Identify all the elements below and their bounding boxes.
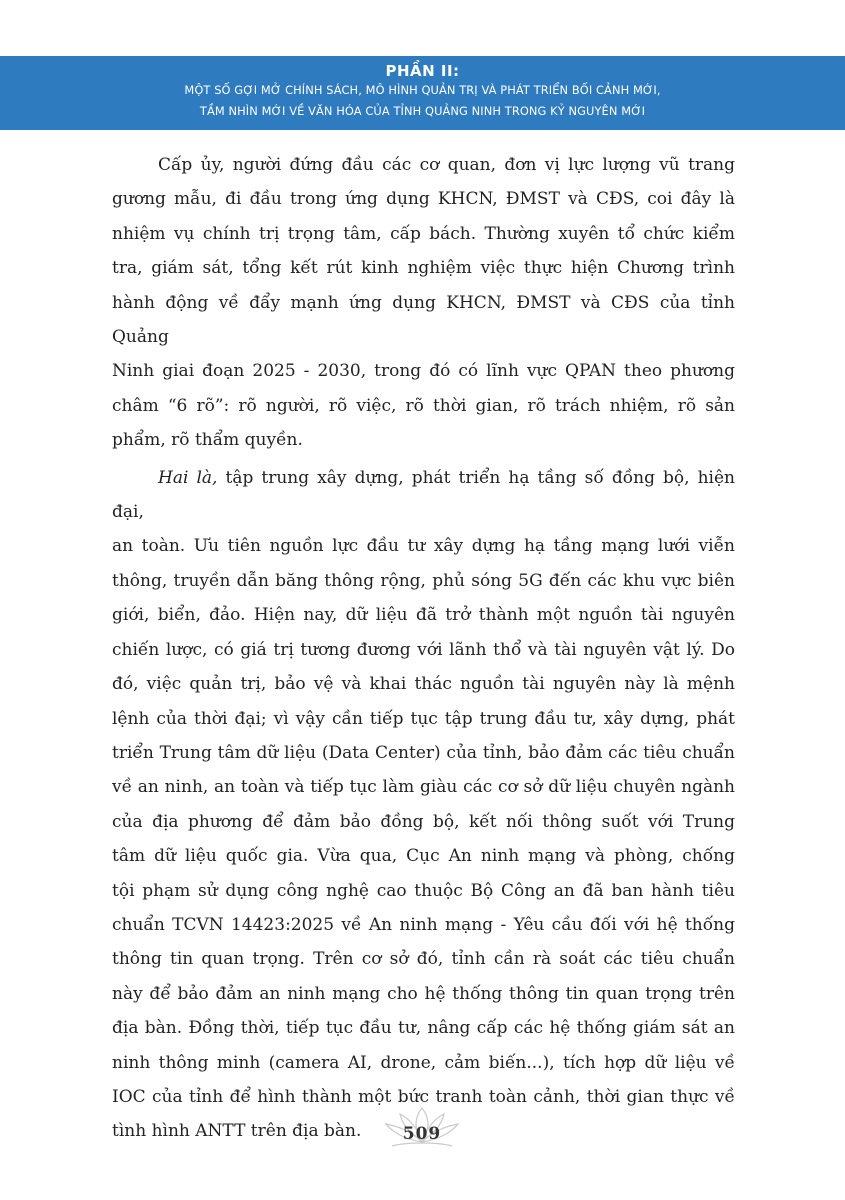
part-subtitle-line-2: TẦM NHÌN MỚI VỀ VĂN HÓA CỦA TỈNH QUẢNG NINH TRONG KỶ NGUYÊN MỚI (199, 104, 646, 118)
text-line: thông, truyền dẫn băng thông rộng, phủ sóng 5G đến các khu vực biên (112, 570, 735, 591)
text-line: triển Trung tâm dữ liệu (Data Center) của tỉnh, bảo đảm các tiêu chuẩn (112, 742, 735, 763)
text-line: lệnh của thời đại; vì vậy cần tiếp tục tập trung đầu tư, xây dựng, phát (112, 708, 735, 729)
text-line: Cấp ủy, người đứng đầu các cơ quan, đơn vị lực lượng vũ trang (158, 155, 735, 175)
text-line: tâm dữ liệu quốc gia. Vừa qua, Cục An ninh mạng và phòng, chống (112, 846, 735, 867)
text-line: nhiệm vụ chính trị trọng tâm, cấp bách. Thường xuyên tổ chức kiểm (112, 223, 735, 244)
text-line: tội phạm sử dụng công nghệ cao thuộc Bộ Công an đã ban hành tiêu (112, 880, 735, 901)
text-line: ninh thông minh (camera AI, drone, cảm biến...), tích hợp dữ liệu về (112, 1052, 735, 1073)
text-line: đó, việc quản trị, bảo vệ và khai thác nguồn tài nguyên này là mệnh (112, 674, 735, 695)
paragraph-1 (112, 148, 735, 458)
text-line: hành động về đẩy mạnh ứng dụng KHCN, ĐMST và CĐS của tỉnh Quảng (112, 292, 735, 348)
text-line: về an ninh, an toàn và tiếp tục làm giàu các cơ sở dữ liệu chuyên ngành (112, 777, 735, 798)
text-line: Ninh giai đoạn 2025 - 2030, trong đó có lĩnh vực QPAN theo phương (112, 361, 735, 382)
paragraph-first-line-rest: tập trung xây dựng, phát triển hạ tầng số đồng bộ, hiện đại, (112, 467, 735, 523)
text-line: chuẩn TCVN 14423:2025 về An ninh mạng - Yêu cầu đối với hệ thống (112, 914, 735, 935)
text-line: phẩm, rõ thẩm quyền. (112, 430, 303, 451)
body-text (112, 148, 735, 1149)
text-line: này để bảo đảm an ninh mạng cho hệ thống thông tin quan trọng trên (112, 983, 735, 1004)
text-line: gương mẫu, đi đầu trong ứng dụng KHCN, ĐMST và CĐS, coi đây là (112, 189, 735, 210)
text-line: châm “6 rõ”: rõ người, rõ việc, rõ thời gian, rõ trách nhiệm, rõ sản (112, 395, 735, 416)
paragraph-2 (112, 461, 735, 1149)
text-line: của địa phương để đảm bảo đồng bộ, kết nối thông suốt với Trung (112, 811, 735, 832)
section-header (0, 56, 845, 130)
page-number: 509 (402, 1124, 442, 1144)
text-line: thông tin quan trọng. Trên cơ sở đó, tỉnh cần rà soát các tiêu chuẩn (112, 949, 735, 970)
text-line: an toàn. Ưu tiên nguồn lực đầu tư xây dựng hạ tầng mạng lưới viễn (112, 536, 735, 557)
text-line: địa bàn. Đồng thời, tiếp tục đầu tư, nâng cấp các hệ thống giám sát an (112, 1018, 735, 1039)
part-subtitle-line-1: MỘT SỐ GỢI MỞ CHÍNH SÁCH, MÔ HÌNH QUẢN TRỊ VÀ PHÁT TRIỂN BỐI CẢNH MỚI, (184, 83, 661, 97)
text-line: tình hình ANTT trên địa bàn. (112, 1121, 362, 1142)
text-line (112, 461, 735, 530)
text-line: chiến lược, có giá trị tương đương với lãnh thổ và tài nguyên vật lý. Do (112, 639, 735, 660)
text-line: IOC của tỉnh để hình thành một bức tranh toàn cảnh, thời gian thực về (112, 1086, 735, 1107)
paragraph-lead: Hai là, (158, 467, 218, 488)
page-footer (372, 1106, 472, 1152)
part-title: PHẦN II: (385, 62, 460, 80)
text-line: tra, giám sát, tổng kết rút kinh nghiệm việc thực hiện Chương trình (112, 258, 735, 279)
text-line: giới, biển, đảo. Hiện nay, dữ liệu đã trở thành một nguồn tài nguyên (112, 605, 735, 626)
